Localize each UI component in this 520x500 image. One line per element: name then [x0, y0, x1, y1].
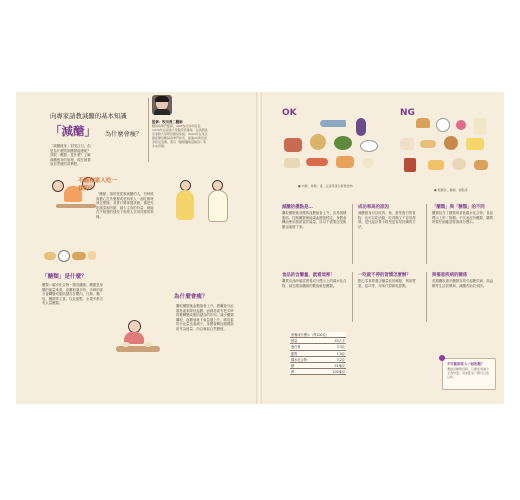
tip-box: [442, 358, 496, 390]
q3-title: 為什麼會瘦？: [174, 294, 208, 300]
table-row: 碳水化合物 3.2克: [291, 357, 345, 362]
sec5-title: 一吃就不停的習慣怎麼辦？: [358, 273, 411, 278]
sec4-body: 購買食品時確認營養成分標示上的碳水化合物，減去膳食纖維的數值就是醣類。: [282, 279, 347, 288]
expert-photo: [152, 95, 172, 115]
sec2-title: 成功率高的原因: [358, 205, 389, 210]
sec2-body: 減醣瘦身可以吃肉、魚、蛋等蛋白質食物，也可以吃油脂，吃得飽又不容易復胖，是比起計算卡路里更容易持續的方法。: [358, 211, 416, 229]
tip-title: 不可能和家人一起吃飯？: [447, 362, 485, 366]
divider: [148, 98, 149, 162]
sec3-body: 醣類包含了糖類與其他碳水化合物。食品標示上的「無糖」不代表沒有醣類，購買時要仔細確認營養成分標示。: [432, 211, 494, 225]
ng-label: NG: [400, 108, 415, 118]
q1-title: 不能和家人吃一樣的？: [78, 178, 118, 192]
sec6-body: 長期攝取過多醣類容易引起糖尿病、高血壓等生活習慣病，減醣有助於預防。: [432, 279, 494, 288]
intro-text: 「減醣瘦身」很受注目，但是為什麼限制醣類能瘦呢？該限「醣類」是什麼？了解減醣瘦身的原理，現在就養成自然瘦的習慣吧。: [50, 144, 91, 167]
expert-label: 監修：牧田善二醫師: [152, 120, 183, 124]
nutrition-table: [290, 332, 346, 375]
sec6-title: 與罹患疾病的關係: [432, 273, 468, 278]
header-text: 向專家請教減醣的基本知識: [50, 112, 127, 120]
title-suffix: 為什麼會瘦？: [105, 131, 143, 138]
divider: [352, 272, 353, 322]
ok-label: OK: [282, 108, 297, 118]
sec3-title: 「醣類」與「糖類」的不同: [432, 205, 485, 210]
eating-illustration: [114, 318, 164, 358]
carb-foods-illustration: [42, 246, 98, 268]
right-page: [262, 92, 504, 404]
sec1-title: 減醣的優點是…: [282, 205, 313, 210]
q1-body: 「醣類」指的是從事減醣的人，有時候會擔心在外聚餐或是和家人一起吃飯時該怎麼辦。其實只要掌握訣竅，像是先吃蔬菜和肉類、減少主食的份量，就能在不勉強的情況下和家人享用同樣的料理。: [96, 192, 154, 219]
divider: [426, 272, 427, 322]
tip-body: 遇到這種情況時，只要記得減少主食份量，其他配菜一樣可以放心吃。: [447, 367, 490, 379]
sec1-body: 攝取醣類後身體的血糖值會上升，容易囤積脂肪。控制醣類就能讓血糖值穩定，身體會轉而使用脂肪當作能量，所以不需要忍受飢餓也能瘦下來。: [282, 211, 347, 229]
table-row: 鈉 41毫克: [291, 364, 345, 369]
table-row: 熱量 43大卡: [291, 339, 345, 344]
ng-caption: ● 飯麵包、麵類、甜點等: [434, 188, 468, 192]
women-illustration: [174, 180, 244, 236]
sec5-body: 點心零食要選含醣量低的種類，例如堅果、起司等，用來代替餅乾甜點。: [358, 279, 416, 288]
ok-foods-illustration: [280, 116, 390, 180]
tip-icon: [439, 355, 445, 361]
left-page: [16, 92, 256, 404]
table-row: 蛋白質 3.3克: [291, 345, 345, 350]
ok-caption: ● 肉類、魚類、蛋、豆腐等蛋白質類食物: [298, 184, 353, 188]
nutrition-header: 營養成分標示（每100克）: [290, 332, 346, 338]
expert-bio: 糖尿病專門醫師，AGE牧田診所院長。1979年北海道大學醫學部畢業。在美國洛克斐勒大學研究糖尿病後，2003年在東京銀座開設糖尿病專門診所，超過20萬名患者接受治療。著有《醣類攝取量解答》等多本書籍。: [152, 124, 208, 148]
sec4-title: 食品的含醣量，就看這裡！: [282, 273, 335, 278]
q3-body: 攝取醣類後血糖值會上升，胰臟會分泌胰島素來降低血糖，而胰島素有把多餘的糖轉變成脂肪儲存的作用。減少醣類攝取，血糖值就不會急遽上升，胰島素的分泌量也會減少，身體會轉而燃燒脂肪作為能量，所以就能自然變瘦。: [176, 304, 234, 331]
ng-foods-illustration: [394, 116, 498, 180]
divider: [352, 204, 353, 264]
title-main: 「減醣」: [50, 124, 96, 138]
q2-body: 醣類＝碳水化合物－膳食纖維。醣類是身體的能量來源，但攝取過多時，多餘的部分會轉變成脂肪儲存在體內。白飯、麵包、麵類等主食，以及甜點、水果中都含有大量醣類。: [42, 283, 104, 306]
q2-title: 「醣類」是什麼？: [42, 274, 87, 280]
table-row: 鈣 100毫克: [291, 370, 345, 375]
table-row: 脂質 1.9克: [291, 351, 345, 356]
divider: [426, 204, 427, 264]
